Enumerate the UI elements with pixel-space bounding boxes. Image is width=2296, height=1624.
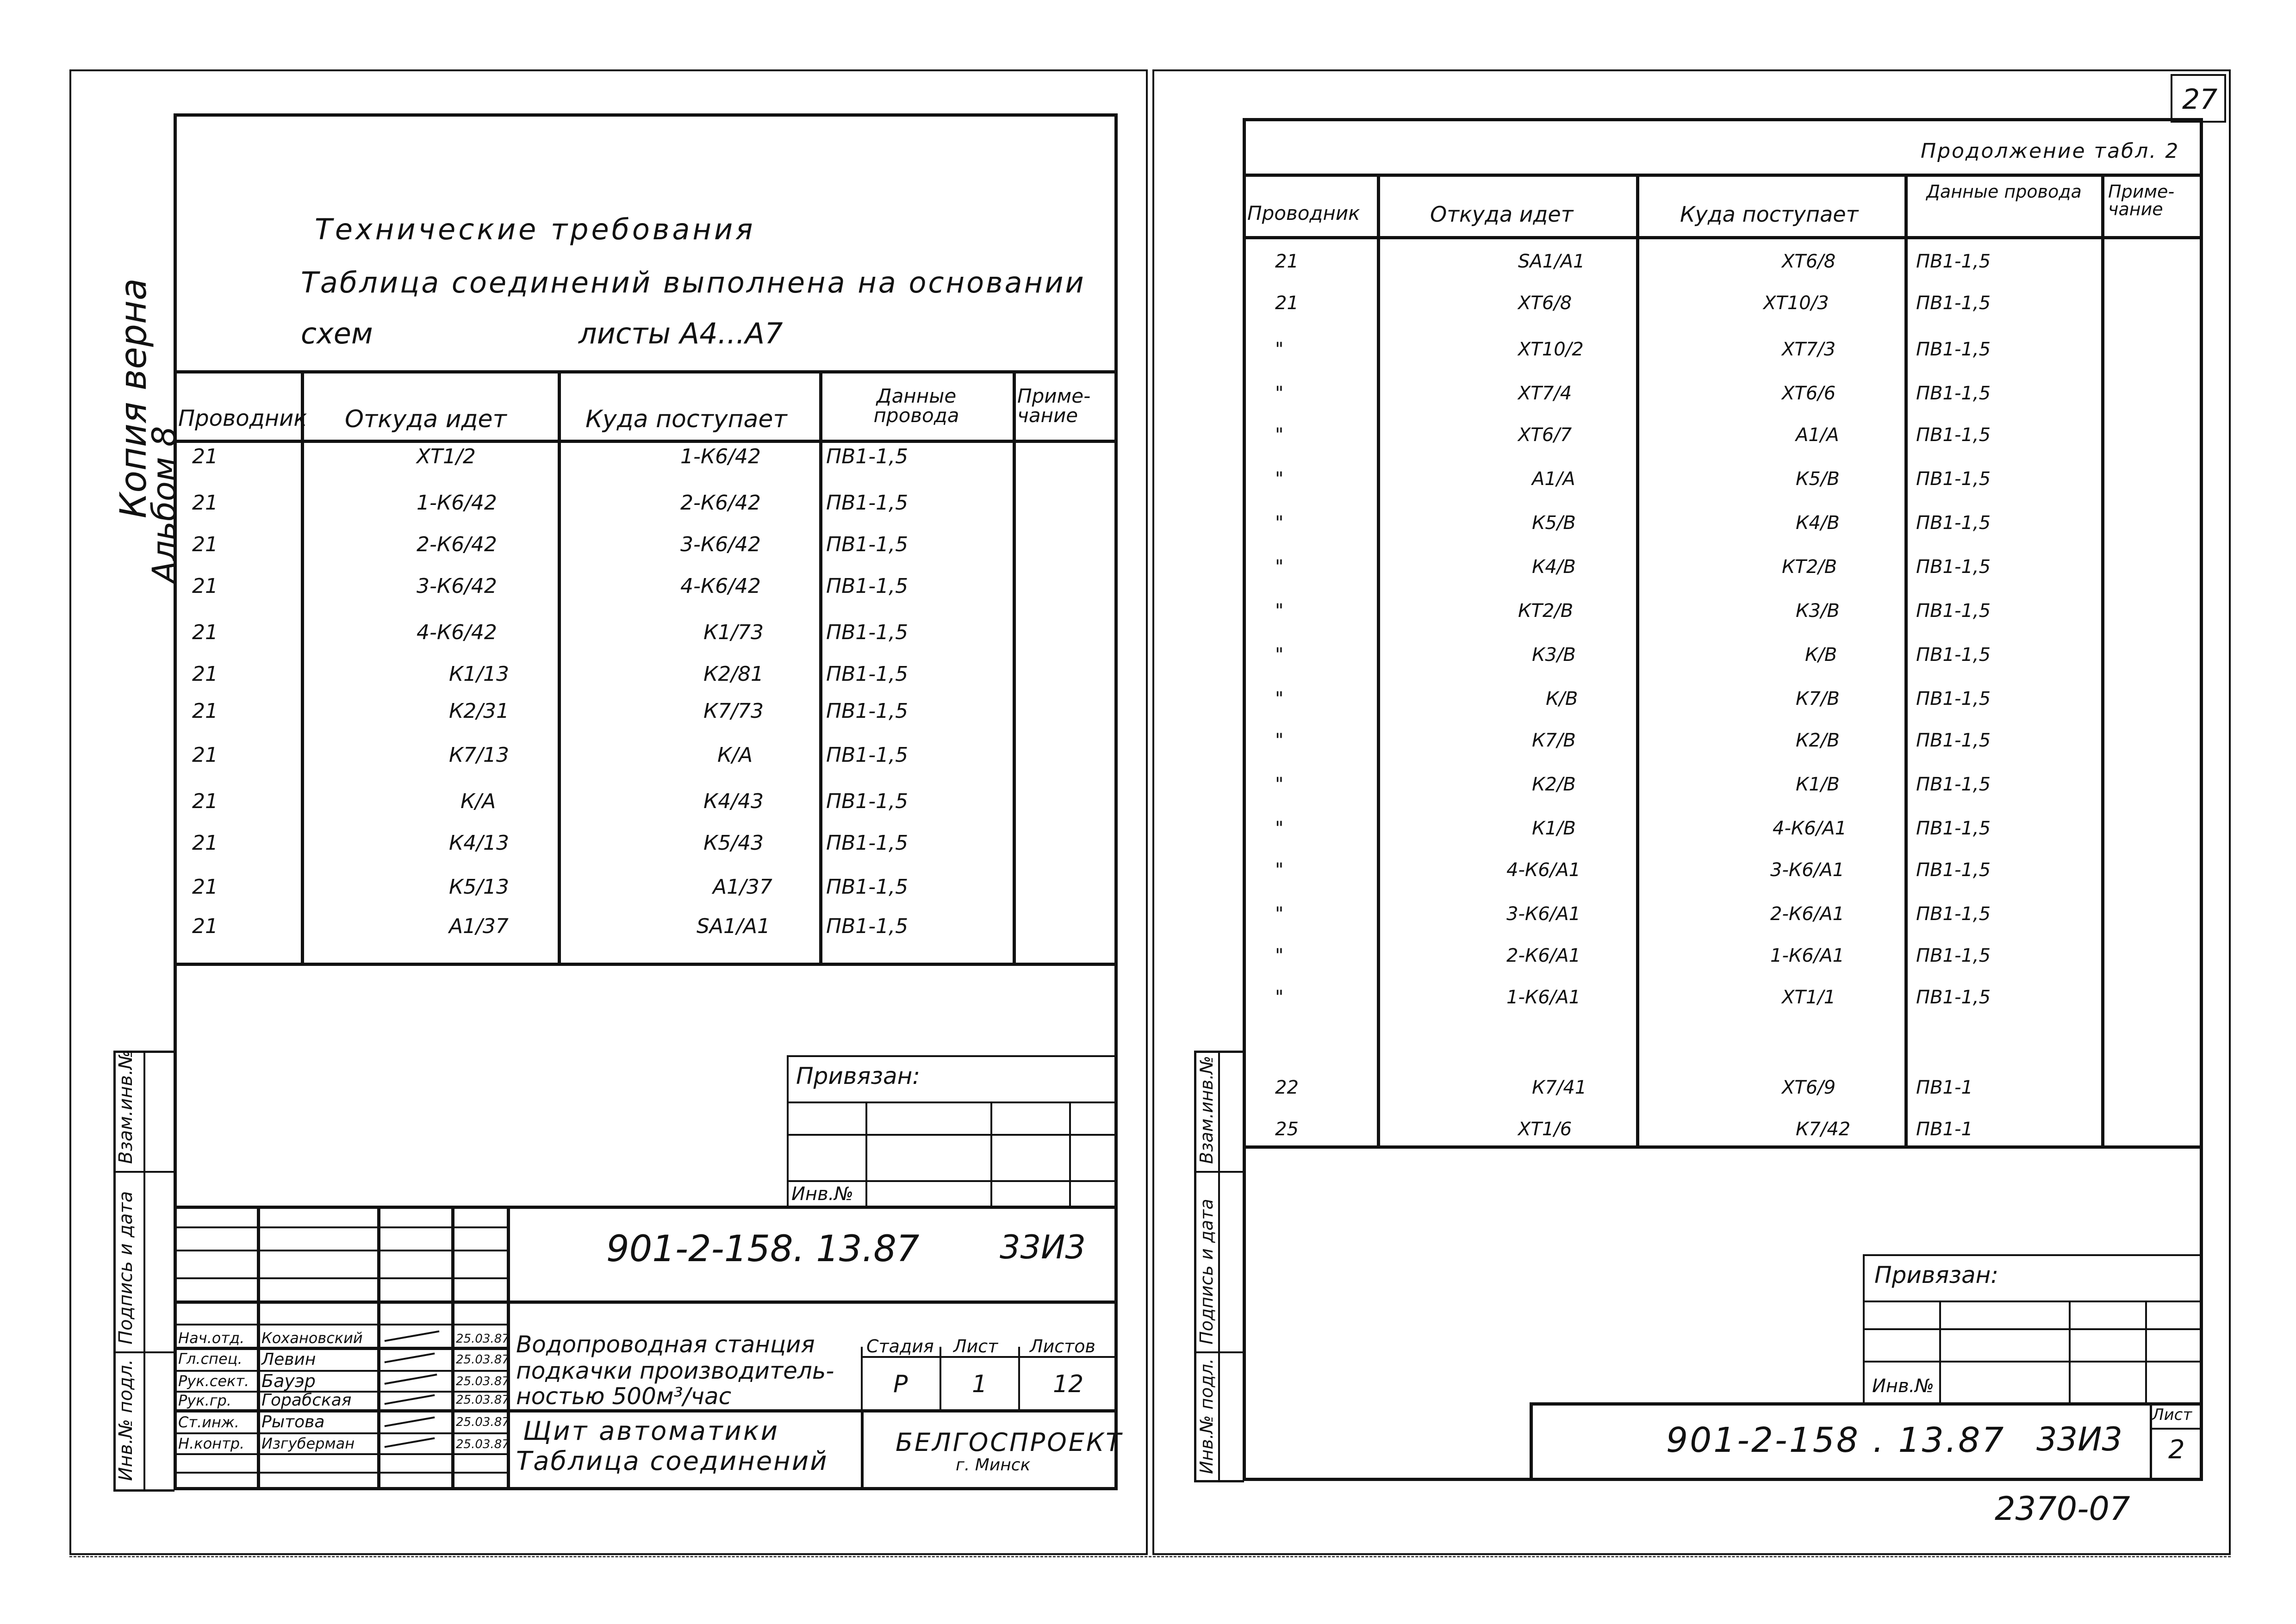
right-row-12-to: К2/В — [1796, 730, 1840, 751]
left-privyazan-v3 — [1069, 1101, 1071, 1206]
left-row-7-conductor: 21 — [192, 699, 218, 723]
right-privyazan-v1 — [1939, 1300, 1941, 1402]
right-row-6-to: К5/В — [1796, 468, 1840, 490]
left-row-11-from: К5/13 — [449, 875, 510, 899]
right-row-19-conductor: 22 — [1275, 1077, 1299, 1098]
right-row-3-wire: ПВ1-1,5 — [1916, 339, 1991, 360]
left-side-strip-div1 — [113, 1171, 174, 1173]
copy-true-stamp: Копия верна — [113, 278, 155, 518]
left-row-7-to: К7/73 — [703, 699, 764, 723]
left-row-5-from: 4-К6/42 — [417, 621, 497, 644]
left-tb-row-12 — [174, 1472, 507, 1474]
left-vzam-label: Взам.инв.№ — [115, 1050, 137, 1164]
sig-date-5: 25.03.87 — [456, 1415, 510, 1429]
right-privyazan-l1 — [1863, 1300, 2203, 1302]
left-header-note: Приме- чание — [1017, 385, 1091, 427]
right-row-11-from: К/В — [1546, 688, 1578, 709]
left-row-1-conductor: 21 — [192, 445, 218, 468]
right-row-10-to: К/В — [1805, 644, 1837, 666]
sig-date-1: 25.03.87 — [456, 1332, 510, 1346]
right-main-frame — [1243, 118, 2203, 1481]
sig-name-1: Кохановский — [261, 1329, 363, 1347]
project-title-line1: Водопроводная станция — [516, 1331, 815, 1358]
left-titleblock-top — [174, 1206, 1118, 1209]
left-side-strip-div2 — [113, 1351, 174, 1353]
sig-date-2: 25.03.87 — [456, 1353, 510, 1367]
left-row-6-conductor: 21 — [192, 662, 218, 686]
left-row-1-to: 1-К6/42 — [680, 445, 761, 468]
left-row-5-conductor: 21 — [192, 621, 218, 644]
sig-name-4: Горабская — [261, 1391, 352, 1410]
left-table-top-line — [174, 370, 1118, 373]
right-privyazan-v0 — [1863, 1254, 1865, 1402]
right-row-8-conductor: " — [1275, 556, 1284, 578]
right-row-15-to: 3-К6/А1 — [1770, 859, 1845, 881]
right-row-6-conductor: " — [1275, 468, 1284, 490]
right-row-14-from: К1/В — [1532, 818, 1576, 839]
left-privyazan-v2 — [990, 1101, 992, 1206]
right-privyazan-top — [1863, 1254, 2203, 1256]
right-row-8-from: К4/В — [1532, 556, 1576, 578]
sheets-header: Листов — [1030, 1336, 1095, 1356]
right-privyazan-l3 — [1863, 1361, 2203, 1363]
left-side-strip-mid — [143, 1051, 145, 1490]
right-col-divider-3 — [1904, 174, 1908, 1147]
right-privyazan-label: Привязан: — [1874, 1262, 1999, 1288]
left-col-divider-1 — [301, 370, 304, 964]
right-sheet-value: 2 — [2168, 1435, 2185, 1465]
sig-name-3: Бауэр — [261, 1371, 316, 1391]
left-row-10-conductor: 21 — [192, 831, 218, 855]
left-header-from: Откуда идет — [345, 405, 507, 433]
right-row-13-to: К1/В — [1796, 774, 1840, 795]
left-header-conductor: Проводник — [178, 405, 307, 431]
sheet-header: Лист — [953, 1336, 998, 1356]
right-doc-suffix: 33И3 — [2036, 1420, 2122, 1458]
right-row-12-conductor: " — [1275, 730, 1284, 751]
left-row-4-conductor: 21 — [192, 574, 218, 598]
right-row-2-conductor: 21 — [1275, 292, 1299, 314]
right-col-divider-2 — [1636, 174, 1639, 1147]
left-inv-podl-label: Инв.№ подл. — [115, 1359, 137, 1481]
left-tb-row-6 — [174, 1347, 507, 1350]
right-row-12-from: К7/В — [1532, 730, 1576, 751]
left-row-11-to: А1/37 — [713, 875, 772, 899]
right-row-2-from: ХТ6/8 — [1518, 292, 1572, 314]
right-row-6-from: А1/А — [1532, 468, 1575, 490]
project-title-line3: ностью 500м³/час — [516, 1383, 732, 1410]
right-titleblock-left — [1530, 1402, 1533, 1481]
right-row-10-conductor: " — [1275, 644, 1284, 666]
right-row-15-from: 4-К6/А1 — [1506, 859, 1581, 881]
left-tb-row-1 — [174, 1226, 507, 1228]
left-inv-no-label: Инв.№ — [791, 1183, 853, 1205]
sig-role-5: Ст.инж. — [178, 1413, 239, 1431]
right-row-17-to: 1-К6/А1 — [1770, 945, 1845, 966]
left-doc-suffix: 33И3 — [1000, 1228, 1086, 1266]
right-row-16-conductor: " — [1275, 903, 1284, 925]
left-row-7-from: К2/31 — [449, 699, 510, 723]
left-row-2-to: 2-К6/42 — [680, 491, 761, 515]
left-privyazan-l3 — [787, 1180, 1118, 1182]
left-col-divider-4 — [1013, 370, 1016, 964]
right-row-16-from: 3-К6/А1 — [1506, 903, 1581, 925]
right-row-9-from: КТ2/В — [1518, 600, 1574, 622]
left-header-wire-data: Данные провода — [873, 385, 959, 427]
right-header-to: Куда поступает — [1680, 202, 1859, 227]
right-titleblock-sheet-row — [2150, 1428, 2203, 1430]
left-col-divider-2 — [558, 370, 561, 964]
left-row-1-from: ХТ1/2 — [417, 445, 476, 468]
sig-date-3: 25.03.87 — [456, 1375, 510, 1388]
left-tb-row-5 — [174, 1324, 507, 1325]
sig-date-4: 25.03.87 — [456, 1393, 510, 1407]
right-titleblock-top — [1530, 1402, 2203, 1406]
sig-role-3: Рук.сект. — [178, 1372, 249, 1390]
stage-header: Стадия — [866, 1336, 934, 1356]
right-row-17-wire: ПВ1-1,5 — [1916, 945, 1991, 966]
right-row-18-conductor: " — [1275, 987, 1284, 1008]
right-row-13-from: К2/В — [1532, 774, 1576, 795]
left-privyazan-top — [787, 1055, 1118, 1057]
right-row-6-wire: ПВ1-1,5 — [1916, 468, 1991, 490]
right-privyazan-v3 — [2145, 1300, 2147, 1402]
right-row-9-wire: ПВ1-1,5 — [1916, 600, 1991, 622]
right-sheet-header: Лист — [2152, 1406, 2192, 1424]
right-side-strip-top — [1194, 1051, 1244, 1053]
project-title-line2: подкачки производитель- — [516, 1357, 834, 1384]
right-privyazan-l2 — [1863, 1328, 2203, 1330]
right-row-15-wire: ПВ1-1,5 — [1916, 859, 1991, 881]
right-col-divider-1 — [1377, 174, 1380, 1147]
right-row-16-to: 2-К6/А1 — [1770, 903, 1845, 925]
right-row-3-from: ХТ10/2 — [1518, 339, 1584, 360]
left-privyazan-v0 — [787, 1055, 789, 1206]
right-row-2-wire: ПВ1-1,5 — [1916, 292, 1991, 314]
left-privyazan-l2 — [787, 1134, 1118, 1136]
sig-role-6: Н.контр. — [178, 1435, 245, 1452]
right-row-20-from: ХТ1/6 — [1518, 1119, 1572, 1140]
right-row-14-wire: ПВ1-1,5 — [1916, 818, 1991, 839]
right-row-11-to: К7/В — [1796, 688, 1840, 709]
sig-role-2: Гл.спец. — [178, 1350, 243, 1368]
right-row-2-to: ХТ10/3 — [1763, 292, 1829, 314]
left-doc-code: 901-2-158. 13.87 — [606, 1228, 920, 1270]
right-col-divider-4 — [2101, 174, 2104, 1147]
left-row-3-conductor: 21 — [192, 533, 218, 556]
left-row-8-conductor: 21 — [192, 743, 218, 767]
sheet-title-line2: Таблица соединений — [516, 1446, 828, 1476]
continuation-label: Продолжение табл. 2 — [1921, 139, 2180, 163]
left-row-7-wire: ПВ1-1,5 — [826, 699, 908, 723]
tech-requirements-line2b: листы А4...А7 — [579, 317, 783, 350]
left-tb-row-4 — [174, 1300, 1118, 1304]
right-table-header-line — [1243, 236, 2203, 239]
left-header-to: Куда поступает — [585, 405, 787, 433]
right-row-4-to: ХТ6/6 — [1782, 383, 1836, 404]
right-privyazan-v2 — [2069, 1300, 2071, 1402]
left-row-2-from: 1-К6/42 — [417, 491, 497, 515]
left-row-3-to: 3-К6/42 — [680, 533, 761, 556]
right-row-11-wire: ПВ1-1,5 — [1916, 688, 1991, 709]
left-row-6-to: К2/81 — [703, 662, 764, 686]
right-row-17-conductor: " — [1275, 945, 1284, 966]
right-inv-podl-label: Инв.№ подл. — [1196, 1358, 1217, 1474]
right-row-20-conductor: 25 — [1275, 1119, 1299, 1140]
right-row-7-to: К4/В — [1796, 512, 1840, 534]
left-row-9-wire: ПВ1-1,5 — [826, 790, 908, 813]
right-header-from: Откуда идет — [1430, 202, 1574, 227]
right-row-1-wire: ПВ1-1,5 — [1916, 251, 1991, 272]
right-row-7-from: К5/В — [1532, 512, 1576, 534]
sheet-bottom-edge — [69, 1556, 2231, 1557]
left-row-4-to: 4-К6/42 — [680, 574, 761, 598]
right-row-10-wire: ПВ1-1,5 — [1916, 644, 1991, 666]
sheet-title-line1: Щит автоматики — [523, 1416, 780, 1446]
right-side-strip-div1 — [1194, 1171, 1244, 1173]
right-doc-code: 901-2-158 . 13.87 — [1666, 1420, 2006, 1460]
left-row-11-conductor: 21 — [192, 875, 218, 899]
left-tb-row-11 — [174, 1453, 507, 1455]
right-side-strip-mid — [1218, 1051, 1220, 1481]
left-row-8-to: К/А — [717, 743, 753, 767]
left-tb-col-2 — [377, 1206, 380, 1490]
left-row-12-to: SA1/А1 — [697, 915, 770, 938]
left-row-9-conductor: 21 — [192, 790, 218, 813]
right-row-5-to: А1/А — [1796, 424, 1839, 446]
album-stamp: Альбом 8 — [145, 426, 183, 583]
right-row-8-wire: ПВ1-1,5 — [1916, 556, 1991, 578]
right-row-1-to: ХТ6/8 — [1782, 251, 1836, 272]
left-row-1-wire: ПВ1-1,5 — [826, 445, 908, 468]
right-row-14-to: 4-К6/А1 — [1773, 818, 1847, 839]
stage-value: Р — [893, 1370, 908, 1398]
left-tb-row-7 — [174, 1370, 507, 1372]
page-corner-number: 27 — [2182, 83, 2218, 116]
left-row-5-to: К1/73 — [703, 621, 764, 644]
right-table-top-line — [1243, 174, 2203, 177]
right-row-18-wire: ПВ1-1,5 — [1916, 987, 1991, 1008]
right-row-4-from: ХТ7/4 — [1518, 383, 1572, 404]
left-row-6-wire: ПВ1-1,5 — [826, 662, 908, 686]
left-privyazan-label: Привязан: — [796, 1063, 921, 1089]
left-row-4-wire: ПВ1-1,5 — [826, 574, 908, 598]
right-row-15-conductor: " — [1275, 859, 1284, 881]
left-row-2-conductor: 21 — [192, 491, 218, 515]
left-row-9-to: К4/43 — [703, 790, 764, 813]
right-side-strip-bottom — [1194, 1480, 1244, 1482]
left-table-bottom-line — [174, 963, 1118, 966]
sig-name-6: Изгуберман — [261, 1435, 355, 1452]
right-header-note: Приме- чание — [2108, 181, 2175, 219]
left-tb-row-10 — [174, 1432, 507, 1434]
left-row-12-conductor: 21 — [192, 915, 218, 938]
right-vzam-label: Взам.инв.№ — [1196, 1056, 1217, 1164]
sig-name-2: Левин — [261, 1350, 316, 1369]
tech-requirements-title: Технические требования — [315, 212, 756, 246]
left-row-3-wire: ПВ1-1,5 — [826, 533, 908, 556]
tech-requirements-line2a: схем — [301, 317, 373, 350]
left-privyazan-l1 — [787, 1101, 1118, 1103]
left-tb-row-2 — [174, 1250, 507, 1251]
right-row-20-to: К7/42 — [1796, 1119, 1851, 1140]
left-tb-col-1 — [257, 1206, 260, 1490]
left-privyazan-v1 — [865, 1101, 867, 1206]
left-row-6-from: К1/13 — [449, 662, 510, 686]
right-row-19-from: К7/41 — [1532, 1077, 1587, 1098]
archive-number: 2370-07 — [1995, 1490, 2130, 1528]
right-header-conductor: Проводник — [1247, 202, 1360, 224]
left-row-12-from: А1/37 — [449, 915, 509, 938]
right-row-18-from: 1-К6/А1 — [1506, 987, 1581, 1008]
tech-requirements-line1: Таблица соединений выполнена на основании — [301, 266, 1086, 299]
left-tb-org-col — [861, 1409, 864, 1490]
right-row-14-conductor: " — [1275, 818, 1284, 839]
sig-name-5: Рытова — [261, 1412, 325, 1431]
right-row-7-conductor: " — [1275, 512, 1284, 534]
right-row-11-conductor: " — [1275, 688, 1284, 709]
sig-role-4: Рук.гр. — [178, 1392, 232, 1409]
left-col-divider-3 — [819, 370, 822, 964]
left-tb-row-9 — [174, 1409, 1118, 1412]
right-row-1-conductor: 21 — [1275, 251, 1299, 272]
right-side-strip-div2 — [1194, 1351, 1244, 1353]
right-table-bottom-line — [1243, 1145, 2203, 1149]
right-row-3-conductor: " — [1275, 339, 1284, 360]
right-row-5-conductor: " — [1275, 424, 1284, 446]
left-tb-row-3 — [174, 1277, 507, 1279]
right-row-10-from: К3/В — [1532, 644, 1576, 666]
right-row-12-wire: ПВ1-1,5 — [1916, 730, 1991, 751]
org-city: г. Минск — [956, 1456, 1031, 1475]
left-row-12-wire: ПВ1-1,5 — [826, 915, 908, 938]
sig-role-1: Нач.отд. — [178, 1329, 245, 1347]
left-row-11-wire: ПВ1-1,5 — [826, 875, 908, 899]
left-row-8-wire: ПВ1-1,5 — [826, 743, 908, 767]
right-inv-no-label: Инв.№ — [1872, 1375, 1934, 1397]
right-row-18-to: ХТ1/1 — [1782, 987, 1836, 1008]
right-row-4-wire: ПВ1-1,5 — [1916, 383, 1991, 404]
sheet-value: 1 — [972, 1370, 988, 1398]
left-tb-col-3 — [451, 1206, 454, 1490]
right-row-13-conductor: " — [1275, 774, 1284, 795]
right-row-9-to: К3/В — [1796, 600, 1840, 622]
right-row-17-from: 2-К6/А1 — [1506, 945, 1581, 966]
left-podpis-label: Подпись и дата — [115, 1191, 137, 1344]
left-row-8-from: К7/13 — [449, 743, 510, 767]
right-row-4-conductor: " — [1275, 383, 1284, 404]
sig-date-6: 25.03.87 — [456, 1437, 510, 1451]
left-row-10-to: К5/43 — [703, 831, 764, 855]
left-row-4-from: 3-К6/42 — [417, 574, 497, 598]
right-row-20-wire: ПВ1-1 — [1916, 1119, 1973, 1140]
left-row-10-wire: ПВ1-1,5 — [826, 831, 908, 855]
left-row-2-wire: ПВ1-1,5 — [826, 491, 908, 515]
right-row-19-to: ХТ6/9 — [1782, 1077, 1836, 1098]
right-row-7-wire: ПВ1-1,5 — [1916, 512, 1991, 534]
left-row-10-from: К4/13 — [449, 831, 510, 855]
left-row-9-from: К/А — [460, 790, 496, 813]
right-row-19-wire: ПВ1-1 — [1916, 1077, 1973, 1098]
right-row-1-from: SA1/А1 — [1518, 251, 1585, 272]
left-row-3-from: 2-К6/42 — [417, 533, 497, 556]
left-side-strip-bottom — [113, 1489, 174, 1492]
right-row-5-from: ХТ6/7 — [1518, 424, 1572, 446]
left-row-5-wire: ПВ1-1,5 — [826, 621, 908, 644]
sheets-value: 12 — [1053, 1370, 1084, 1398]
right-row-13-wire: ПВ1-1,5 — [1916, 774, 1991, 795]
right-row-5-wire: ПВ1-1,5 — [1916, 424, 1991, 446]
right-row-3-to: ХТ7/3 — [1782, 339, 1836, 360]
org-name: БЕЛГОСПРОЕКТ — [896, 1428, 1123, 1457]
right-podpis-label: Подпись и дата — [1196, 1199, 1217, 1344]
right-row-9-conductor: " — [1275, 600, 1284, 622]
right-row-8-to: КТ2/В — [1782, 556, 1837, 578]
right-header-wire-data: Данные провода — [1926, 181, 2082, 202]
right-row-16-wire: ПВ1-1,5 — [1916, 903, 1991, 925]
left-table-header-line — [174, 440, 1118, 443]
